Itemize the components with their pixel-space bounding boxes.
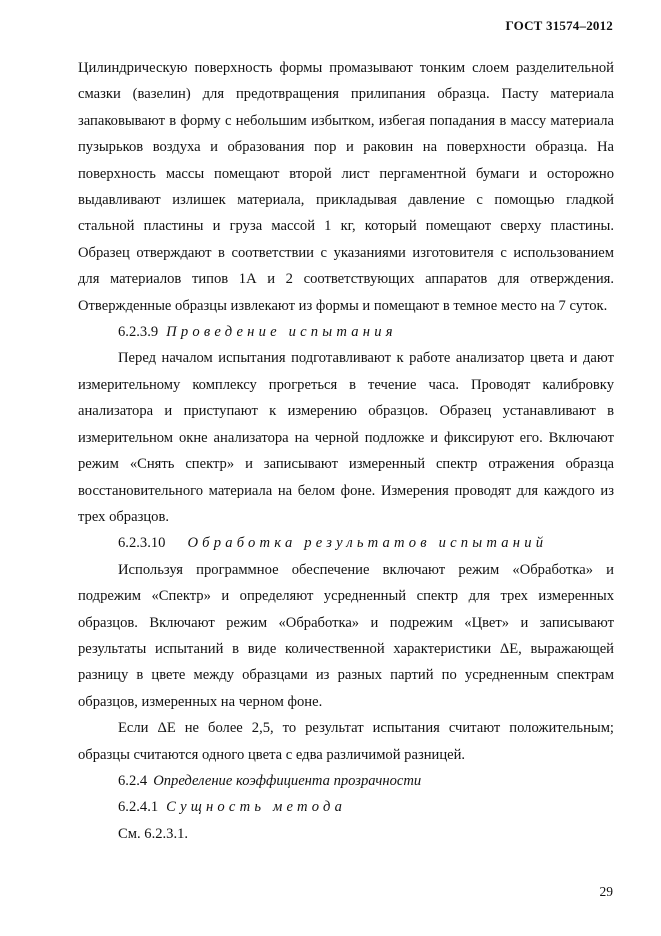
paragraph-results-processing: Используя программное обеспечение включают режим «Обработка» и подрежим «Спектр» и определяют усредненный спектр для трех измеренных образцов. Включают режим «Обработка» и подрежим «Цвет» и записывают результаты испытаний в виде количественной характеристики ΔE, выражающей разницу в цвете между образцами из разных партий по усредненным спектрам образцов, измеренных на черном фоне. [78, 561, 614, 710]
section-title: Сущность метода [166, 799, 347, 816]
section-title: Обработка результатов испытаний [187, 535, 548, 552]
page-number: 29 [599, 884, 613, 899]
standard-header: ГОСТ 31574–2012 [505, 18, 613, 33]
section-heading-6-2-4-1 [78, 794, 614, 820]
section-heading-6-2-4 [78, 768, 614, 794]
paragraph-result-criterion: Если ΔE не более 2,5, то результат испытания считают положительным; образцы считаются одного цвета с едва различимой разницей. [78, 720, 614, 763]
section-heading-6-2-3-10 [78, 530, 614, 556]
section-title: Проведение испытания [166, 324, 397, 341]
paragraph-see-reference: См. 6.2.3.1. [118, 825, 189, 842]
section-number: 6.2.4 [118, 772, 148, 789]
section-title: Определение коэффициента прозрачности [153, 772, 422, 789]
section-number: 6.2.4.1 [118, 799, 159, 816]
paragraph-test-procedure: Перед началом испытания подготавливают к работе анализатор цвета и дают измерительному комплексу прогреться в течение часа. Проводят калибровку анализатора и приступают к измерению образцов. Образец устанавливают в измерительном окне анализатора на черной подложке и фиксируют его. Включают режим «Снять спектр» и записывают измеренный спектр отражения образца восстановительного материала на белом фоне. Измерения проводят для каждого из трех образцов. [78, 350, 614, 525]
document-body [78, 55, 614, 847]
section-number: 6.2.3.9 [118, 324, 159, 341]
section-heading-6-2-3-9 [78, 319, 614, 345]
section-number: 6.2.3.10 [118, 535, 166, 552]
paragraph-sample-preparation: Цилиндрическую поверхность формы промазывают тонким слоем разделительной смазки (вазелин) для предотвращения прилипания образца. Пасту материала запаковывают в форму с небольшим избытком, избегая попадания в массу материала пузырьков воздуха и образования пор и раковин на поверхности образца. На поверхность массы помещают второй лист пергаментной бумаги и осторожно выдавливают излишек материала, прикладывая давление с помощью гладкой стальной пластины и груза массой 1 кг, который помещают сверху пластины. Образец отверждают в соответствии с указаниями изготовителя с использованием для материалов типов 1А и 2 соответствующих аппаратов для отверждения. Отвержденные образцы извлекают из формы и помещают в темное место на 7 суток. [78, 60, 614, 314]
